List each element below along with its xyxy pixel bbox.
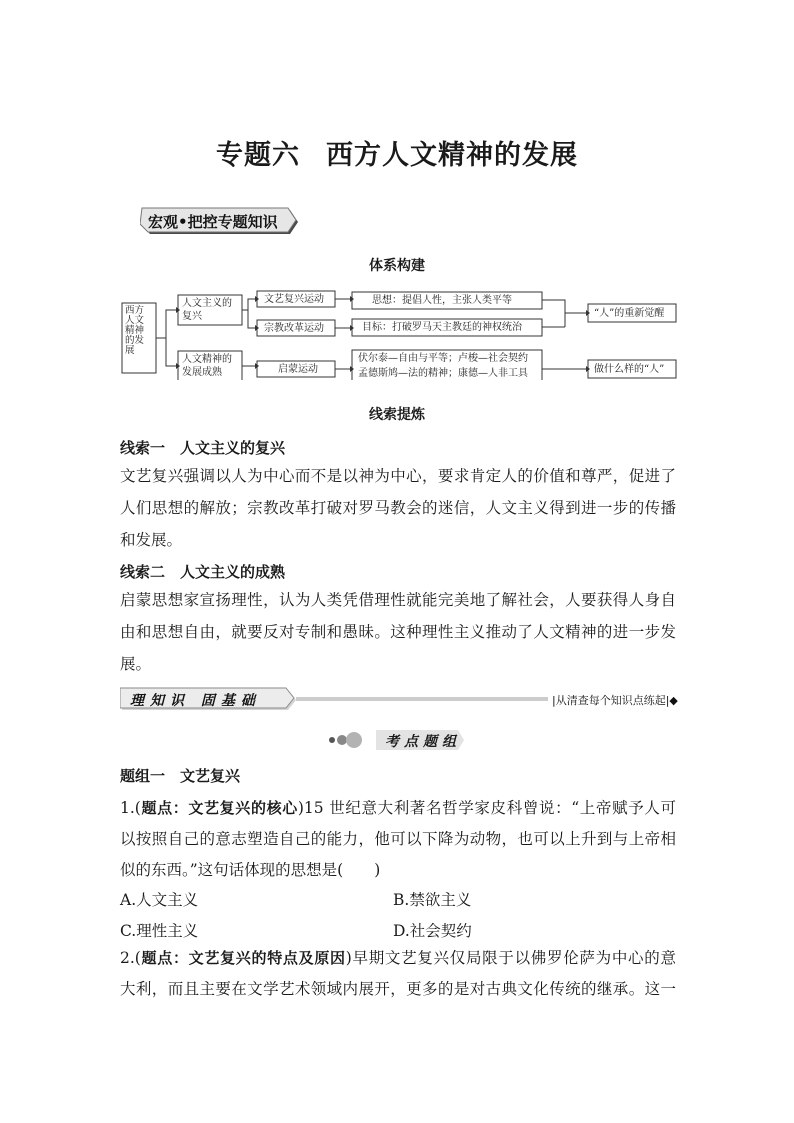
q1-option-c[interactable]: C.理性主义	[120, 922, 199, 940]
question-1: 1.(题点：文艺复兴的核心)15 世纪意大利著名哲学家皮科曾说：“上帝赋予人可 以按照自己的意志塑造自己的能力，他可以下降为动物，也可以上升到与上帝相 似的东西。”这句话体现的思想是( )	[120, 799, 676, 879]
diagram-branch-humanism-revival: 人文主义的 复兴	[182, 298, 232, 322]
diagram-goal: 目标：打破罗马天主教廷的神权统治	[362, 322, 522, 333]
clue2-heading: 线索二 人文主义的成熟	[120, 563, 286, 581]
diagram-branch-humanism-mature: 人文精神的 发展成熟	[182, 354, 232, 378]
diagram-enlightenment: 启蒙运动	[278, 364, 318, 375]
q1-option-d[interactable]: D.社会契约	[393, 922, 472, 940]
clue1-paragraph: 文艺复兴强调以人为中心而不是以神为中心，要求肯定人的价值和尊严，促进了 人们思想的解放；宗教改革打破对罗马教会的迷信，人文主义得到进一步的传播 和发展。	[120, 467, 676, 549]
diagram-root: 西方 人文 精神 的发 展	[125, 305, 145, 356]
title-topic-name: 西方人文精神的发展	[326, 140, 578, 171]
diagram-renaissance: 文艺复兴运动	[264, 294, 324, 305]
diagram-thought: 思想：提倡人性，主张人类平等	[372, 295, 512, 306]
kaodian-label: 考点题组	[385, 734, 461, 750]
system-heading: 体系构建	[369, 258, 425, 274]
diagram-result-what-person: 做什么样的“人”	[594, 364, 665, 375]
clues-heading: 线索提炼	[369, 407, 425, 423]
diagram-enlightenment-line2: 孟德斯鸠—法的精神；康德—人非工具	[358, 368, 528, 379]
question-2-tag: 题点：文艺复兴的特点及原因	[140, 949, 346, 967]
diagram-result-awakening: “人”的重新觉醒	[594, 308, 665, 319]
page-title	[0, 133, 794, 172]
question-1-tag: 题点：文艺复兴的核心	[140, 799, 298, 817]
title-topic-number: 专题六	[216, 140, 300, 171]
section-right-caption: |从清查每个知识点练起|◆	[552, 694, 678, 707]
clue2-paragraph: 启蒙思想家宣扬理性，认为人类凭借理性就能完美地了解社会，人要获得人身自 由和思想自由，就要反对专制和愚昧。这种理性主义推动了人文精神的进一步发 展。	[120, 591, 676, 673]
section-label: 理知识 固基础	[130, 693, 261, 709]
system-diagram	[120, 284, 680, 380]
question-2: 2.(题点：文艺复兴的特点及原因)早期文艺复兴仅局限于以佛罗伦萨为中心的意 大利，而且主要在文学艺术领域内展开，更多的是对古典文化传统的继承。这一	[120, 949, 676, 998]
q1-option-b[interactable]: B.禁欲主义	[393, 891, 472, 909]
group1-heading: 题组一 文艺复兴	[120, 767, 241, 785]
q1-option-a[interactable]: A.人文主义	[120, 891, 199, 909]
banner-text: 宏观•把控专题知识	[148, 213, 278, 231]
diagram-enlightenment-line1: 伏尔泰—自由与平等；卢梭—社会契约	[358, 353, 528, 364]
clue1-heading: 线索一 人文主义的复兴	[120, 439, 286, 457]
diagram-reformation: 宗教改革运动	[264, 323, 324, 334]
